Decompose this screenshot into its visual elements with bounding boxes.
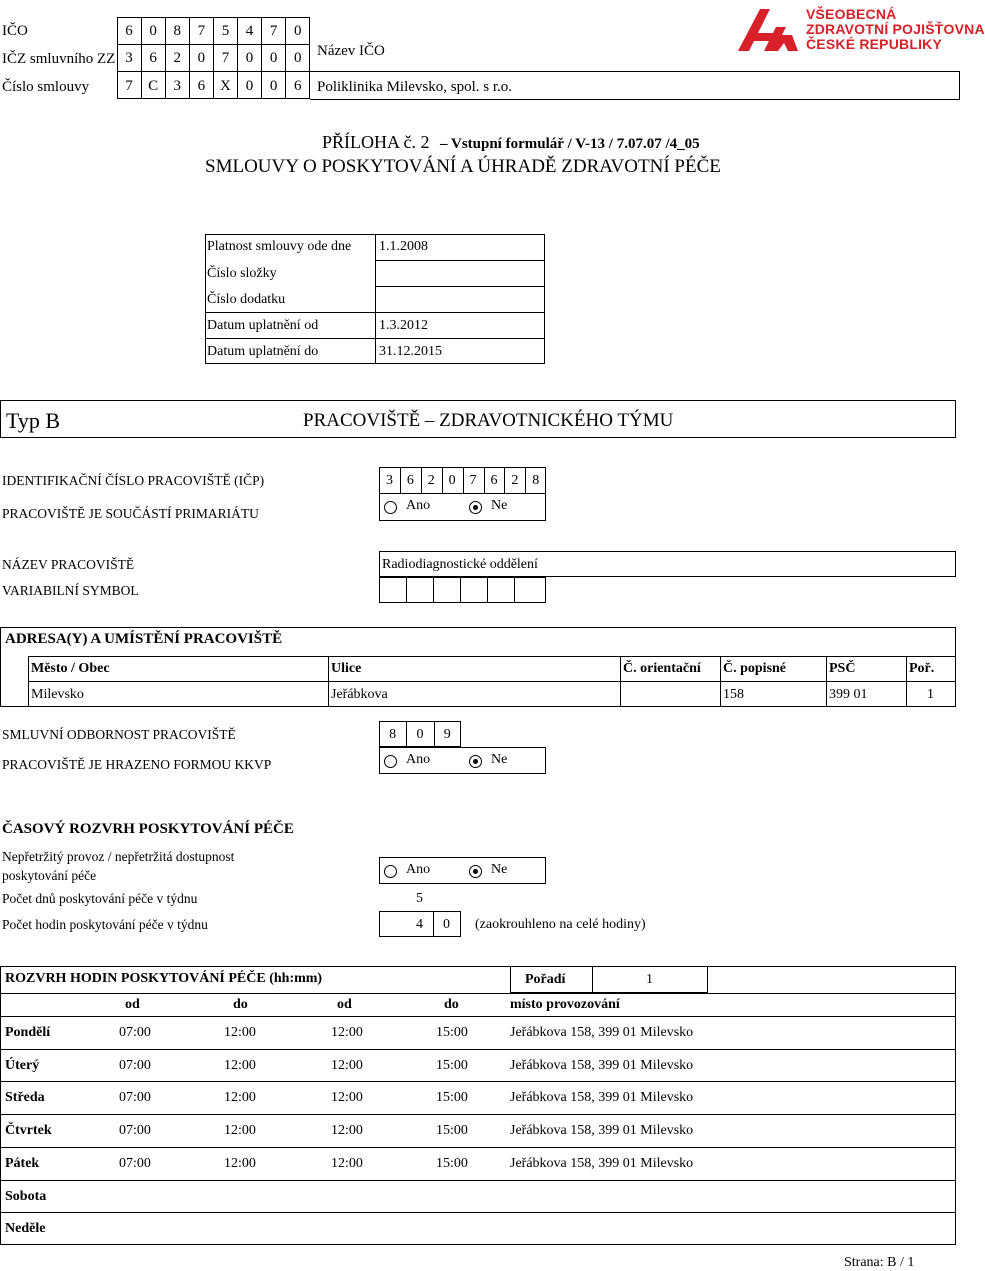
logo-line-2: ZDRAVOTNÍ POJIŠŤOVNA: [806, 21, 985, 37]
day-time: 12:00: [331, 1123, 363, 1139]
days-label: Počet dnů poskytování péče v týdnu: [2, 891, 198, 906]
day-time: 15:00: [436, 1057, 468, 1073]
table-row-divider: [0, 1147, 956, 1148]
col-to-1: do: [233, 997, 248, 1012]
workplace-name-field[interactable]: [379, 551, 956, 577]
col-orientation-number: Č. orientační: [623, 661, 701, 676]
ico-digit: 4: [245, 23, 254, 39]
nonstop-no-radio[interactable]: [469, 865, 482, 878]
icp-digit: 3: [385, 473, 393, 488]
icz-digit: 2: [173, 50, 181, 66]
contract-digit: 0: [245, 78, 254, 94]
icz-label: IČZ smluvního ZZ: [2, 51, 116, 67]
col-street: Ulice: [331, 661, 362, 676]
kkvp-label: PRACOVIŠTĚ JE HRAZENO FORMOU KKVP: [2, 757, 272, 772]
kkvp-yes-label: Ano: [406, 752, 431, 767]
day-name: Úterý: [5, 1057, 40, 1073]
specialty-digit: 0: [416, 727, 424, 742]
day-time: 12:00: [224, 1123, 256, 1139]
col-from-1: od: [125, 997, 140, 1012]
primariat-yes-label: Ano: [406, 498, 431, 513]
order-label: Pořadí: [525, 972, 566, 987]
day-time: 12:00: [331, 1057, 363, 1073]
day-time: 15:00: [436, 1025, 468, 1040]
day-name: Středa: [5, 1090, 45, 1106]
date-from-label: Datum uplatnění od: [207, 318, 319, 333]
contract-digit: 0: [269, 78, 278, 94]
page-number: Strana: B / 1: [844, 1255, 915, 1270]
icp-digit: 6: [406, 473, 414, 488]
validity-label: Platnost smlouvy ode dne: [207, 239, 352, 254]
icp-digit: 0: [448, 473, 456, 488]
col-place: místo provozování: [510, 997, 620, 1012]
varsym-boxes[interactable]: [379, 577, 546, 603]
schedule-heading: ČASOVÝ ROZVRH POSKYTOVÁNÍ PÉČE: [2, 821, 294, 837]
day-time: 12:00: [224, 1090, 256, 1106]
date-to-label: Datum uplatnění do: [207, 344, 319, 359]
amendment-number-label: Číslo dodatku: [207, 292, 286, 307]
order-value: 1: [646, 972, 653, 987]
nonstop-yes-radio[interactable]: [384, 865, 397, 878]
workplace-name-value: Radiodiagnostické oddělení: [382, 557, 538, 572]
icz-digit: 0: [245, 50, 254, 66]
ico-digit: 5: [221, 23, 230, 39]
title-prefix: PŘÍLOHA č. 2: [322, 132, 430, 152]
day-place: Jeřábkova 158, 399 01 Milevsko: [510, 1123, 694, 1139]
primariat-no-label: Ne: [491, 498, 508, 513]
contract-digit: 7: [125, 78, 133, 94]
icz-digit: 7: [221, 50, 230, 66]
address-order: 1: [927, 687, 934, 702]
ico-name-label: Název IČO: [317, 43, 385, 59]
icz-digit: 3: [125, 50, 133, 66]
contract-digit: 3: [173, 78, 181, 94]
day-time: 15:00: [436, 1123, 468, 1139]
col-order: Poř.: [909, 661, 935, 676]
day-time: 07:00: [119, 1025, 151, 1040]
contract-digit: 6: [293, 78, 302, 94]
ico-digit: 8: [173, 23, 181, 39]
nonstop-yes-label: Ano: [406, 862, 431, 877]
ico-digit: 6: [125, 23, 133, 39]
primariat-label: PRACOVIŠTĚ JE SOUČÁSTÍ PRIMARIÁTU: [2, 506, 259, 521]
icz-digit: 0: [269, 50, 278, 66]
col-from-2: od: [337, 997, 352, 1012]
contract-digit: C: [148, 78, 159, 94]
day-place: Jeřábkova 158, 399 01 Milevsko: [510, 1057, 694, 1073]
varsym-label: VARIABILNÍ SYMBOL: [2, 583, 139, 598]
icp-label: IDENTIFIKAČNÍ ČÍSLO PRACOVIŠTĚ (IČP): [2, 473, 265, 488]
col-to-2: do: [444, 997, 459, 1012]
date-from-value: 1.3.2012: [379, 318, 428, 333]
day-time: 12:00: [224, 1025, 256, 1040]
primariat-yes-radio[interactable]: [384, 501, 397, 514]
col-house-number: Č. popisné: [723, 661, 787, 676]
hours-label: Počet hodin poskytování péče v týdnu: [2, 917, 208, 932]
folder-number-label: Číslo složky: [207, 266, 277, 281]
nonstop-label-2: poskytování péče: [2, 868, 97, 883]
vzp-logo-icon: [738, 7, 800, 53]
icp-digit: 6: [490, 473, 498, 488]
address-house-number: 158: [723, 687, 744, 702]
day-name: Čtvrtek: [5, 1123, 52, 1139]
day-time: 07:00: [119, 1090, 151, 1106]
day-place: Jeřábkova 158, 399 01 Milevsko: [510, 1090, 694, 1106]
nonstop-label-1: Nepřetržitý provoz / nepřetržitá dostupnost: [2, 849, 235, 864]
table-row-divider: [0, 1180, 956, 1181]
day-name: Pátek: [5, 1155, 40, 1171]
hours-digit-2: 0: [443, 917, 450, 932]
ico-digit: 0: [293, 23, 302, 39]
kkvp-choice-box: [379, 747, 546, 774]
specialty-digit: 9: [443, 727, 451, 742]
address-city: Milevsko: [31, 687, 84, 702]
icp-digit: 2: [427, 473, 435, 488]
day-name: Sobota: [5, 1188, 47, 1204]
ico-digit: 7: [197, 23, 206, 39]
day-time: 12:00: [331, 1025, 363, 1040]
address-zip: 399 01: [829, 687, 868, 702]
specialty-digit: 8: [389, 727, 397, 742]
type-label: Typ B: [6, 408, 61, 433]
icp-digit: 7: [469, 473, 477, 488]
kkvp-no-label: Ne: [491, 752, 508, 767]
day-time: 12:00: [331, 1090, 363, 1106]
date-to-value: 31.12.2015: [379, 344, 442, 359]
title-line-2: SMLOUVY O POSKYTOVÁNÍ A ÚHRADĚ ZDRAVOTNÍ PÉČE: [205, 156, 721, 177]
day-place: Jeřábkova 158, 399 01 Milevsko: [510, 1155, 694, 1171]
contract-number-label: Číslo smlouvy: [2, 79, 90, 95]
primariat-no-radio[interactable]: [469, 501, 482, 514]
hours-digit-1: 4: [416, 917, 423, 932]
type-banner: [0, 400, 956, 438]
ico-label: IČO: [2, 23, 28, 39]
specialty-label: SMLUVNÍ ODBORNOST PRACOVIŠTĚ: [2, 727, 236, 742]
ico-digit: 0: [149, 23, 157, 39]
day-time: 07:00: [119, 1123, 151, 1139]
nonstop-no-label: Ne: [491, 862, 508, 877]
kkvp-yes-radio[interactable]: [384, 755, 397, 768]
table-row-divider: [0, 1049, 956, 1050]
day-time: 12:00: [331, 1155, 363, 1171]
table-row-divider: [0, 1081, 956, 1082]
nonstop-choice-box: [379, 857, 546, 884]
day-name: Neděle: [5, 1221, 46, 1237]
col-zip: PSČ: [829, 661, 856, 676]
contract-digit: X: [220, 78, 231, 94]
logo-line-1: VŠEOBECNÁ: [806, 6, 897, 22]
icp-digit: 8: [532, 473, 540, 488]
logo-line-3: ČESKÉ REPUBLIKY: [806, 36, 943, 52]
type-heading: PRACOVIŠTĚ – ZDRAVOTNICKÉHO TÝMU: [303, 410, 674, 431]
day-time: 15:00: [436, 1155, 468, 1171]
icp-digit: 2: [511, 473, 519, 488]
day-time: 07:00: [119, 1155, 151, 1171]
ico-digit: 7: [269, 23, 278, 39]
icz-digit: 0: [197, 50, 206, 66]
title-rest: Vstupní formulář / V-13 / 7.07.07 /4_05: [450, 136, 700, 152]
day-time: 12:00: [224, 1155, 256, 1171]
icz-digit: 0: [293, 50, 302, 66]
workplace-name-label: NÁZEV PRACOVIŠTĚ: [2, 557, 135, 572]
day-time: 15:00: [436, 1090, 468, 1106]
table-row-divider: [0, 1212, 956, 1213]
ico-name-value: Poliklinika Milevsko, spol. s r.o.: [317, 79, 513, 95]
days-value: 5: [416, 891, 423, 906]
table-row-divider: [0, 1114, 956, 1115]
validity-value: 1.1.2008: [379, 239, 428, 254]
hours-table-title: ROZVRH HODIN POSKYTOVÁNÍ PÉČE (hh:mm): [5, 971, 323, 986]
day-name: Pondělí: [5, 1025, 51, 1040]
col-city: Město / Obec: [31, 661, 110, 676]
day-place: Jeřábkova 158, 399 01 Milevsko: [510, 1025, 694, 1040]
hours-note: (zaokrouhleno na celé hodiny): [475, 917, 646, 932]
icz-digit: 6: [149, 50, 157, 66]
address-heading: ADRESA(Y) A UMÍSTĚNÍ PRACOVIŠTĚ: [5, 631, 283, 647]
contract-digit: 6: [197, 78, 206, 94]
title-line-1: PŘÍLOHA č. 2 – Vstupní formulář / V-13 / 7.07.07 /4_05: [322, 132, 700, 152]
day-time: 12:00: [224, 1057, 256, 1073]
day-time: 07:00: [119, 1057, 151, 1073]
kkvp-no-radio[interactable]: [469, 755, 482, 768]
address-street: Jeřábkova: [331, 687, 388, 702]
